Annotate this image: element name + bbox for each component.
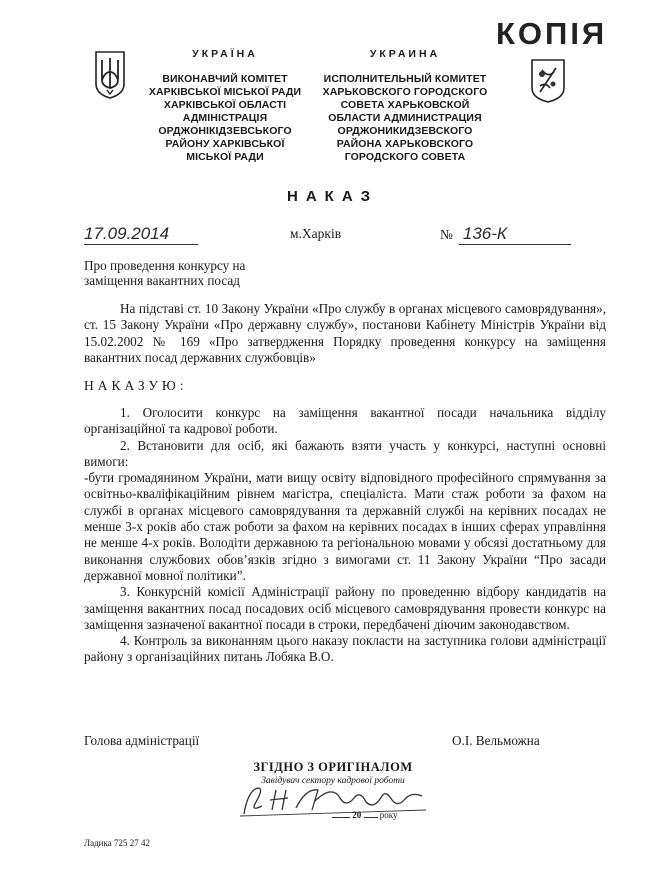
header-right-line: ГОРОДСКОГО СОВЕТА bbox=[344, 151, 466, 163]
certify-year bbox=[332, 810, 398, 820]
year-prefix: 20 bbox=[352, 810, 362, 820]
header-left-line: АДМІНІСТРАЦІЯ bbox=[182, 112, 268, 124]
header-left-line: РАЙОНУ ХАРКІВСЬКОЇ bbox=[165, 138, 285, 150]
year-suffix: року bbox=[379, 810, 398, 820]
order-items bbox=[84, 405, 606, 666]
order-item-2: 2. Встановити для осіб, які бажають взяти участь у конкурсі, наступні основні вимоги: bbox=[84, 437, 606, 469]
date-value: 17.09.2014 bbox=[84, 224, 170, 243]
order-item-3: 3. Конкурсній комісії Адміністрації району по проведенню відбору кандидатів на заміщення вакантних посад посадових осіб місцевого самоврядування провести конкурс на заміщення зазначеної вакантної посади в строки, передбачені діючим законодавством. bbox=[84, 584, 606, 632]
country-ua: УКРАЇНА bbox=[192, 48, 258, 60]
city: м.Харків bbox=[290, 226, 342, 241]
preamble bbox=[84, 301, 606, 366]
number-field bbox=[440, 224, 574, 244]
header-left-line: ХАРКІВСЬКОЇ ОБЛАСТІ bbox=[163, 99, 287, 111]
copy-stamp: КОПІЯ bbox=[496, 16, 608, 51]
number-value: 136-К bbox=[462, 224, 507, 243]
header-right bbox=[310, 48, 500, 164]
header-right-line: ХАРЬКОВСКОГО ГОРОДСКОГО bbox=[322, 86, 488, 98]
order-subject bbox=[84, 258, 245, 288]
header-left-line: ХАРКІВСЬКОЇ МІСЬКОЇ РАДИ bbox=[148, 86, 302, 98]
header-right-line: ОБЛАСТИ АДМИНИСТРАЦИЯ bbox=[328, 112, 482, 124]
order-word: НАКАЗУЮ: bbox=[84, 378, 188, 393]
certify-title: ЗГІДНО З ОРИГІНАЛОМ bbox=[253, 760, 413, 774]
subject-line: заміщення вакантних посад bbox=[84, 273, 240, 288]
header-left-line: ВИКОНАВЧИЙ КОМІТЕТ bbox=[162, 73, 288, 85]
document-title: НАКАЗ bbox=[287, 188, 379, 205]
executor-contact: Ладика 725 27 42 bbox=[84, 838, 150, 848]
certify-position: Завідувач сектору кадрової роботи bbox=[261, 776, 405, 786]
preamble-text: На підставі ст. 10 Закону України «Про службу в органах місцевого самоврядування», ст. 15 Закону України «Про державну службу», постанови Кабінету Міністрів України від 15.02.2002 № 169 «Про затвердження Порядку проведення конкурсу на заміщення вакантних посад державних службовців» bbox=[84, 301, 606, 365]
header-right-line: РАЙОНА ХАРЬКОВСКОГО bbox=[336, 138, 474, 150]
header-left bbox=[140, 48, 310, 164]
header-right-line: ОРДЖОНИКИДЗЕВСКОГО bbox=[337, 125, 473, 137]
header-right-line: СОВЕТА ХАРЬКОВСКОЙ bbox=[340, 99, 470, 111]
header-right-line: ИСПОЛНИТЕЛЬНЫЙ КОМИТЕТ bbox=[323, 73, 487, 85]
signer-title: Голова адміністрації bbox=[84, 733, 200, 748]
subject-line: Про проведення конкурсу на bbox=[84, 258, 246, 273]
header-left-line: МІСЬКОЇ РАДИ bbox=[186, 151, 264, 163]
date-field bbox=[84, 224, 198, 245]
coat-of-arms-ukraine-icon bbox=[93, 50, 127, 100]
order-item-2-requirements: -бути громадянином України, мати вищу освіту відповідного професійного спрямування за освітньо-кваліфікаційним рівнем магістра, спеціаліста. Мати стаж роботи за фахом на службі в органах місцевого самоврядування та державній службі на керівних посадах не менше 3-х років або стаж роботи за фахом на керівних посадах в інших сферах управління не менше 4-х років. Володіти державною та регіональною мовами у обсязі достатньому для виконання службових обов’язків згідно з вимогами ст. 11 Закону України “Про засади державної мовної політики”. bbox=[84, 470, 606, 583]
number-sign: № bbox=[440, 227, 453, 242]
country-ru: УКРАИНА bbox=[369, 48, 441, 60]
signer-name: О.І. Вельможна bbox=[452, 733, 540, 748]
order-item-4: 4. Контроль за виконанням цього наказу покласти на заступника голови адміністрації району з організаційних питань Лобяка В.О. bbox=[84, 633, 606, 665]
order-item-1: 1. Оголосити конкурс на заміщення вакантної посади начальника відділу організаційної та кадрової роботи. bbox=[84, 405, 606, 437]
header-left-line: ОРДЖОНІКІДЗЕВСЬКОГО bbox=[158, 125, 292, 137]
kharkiv-emblem-icon bbox=[528, 58, 568, 104]
